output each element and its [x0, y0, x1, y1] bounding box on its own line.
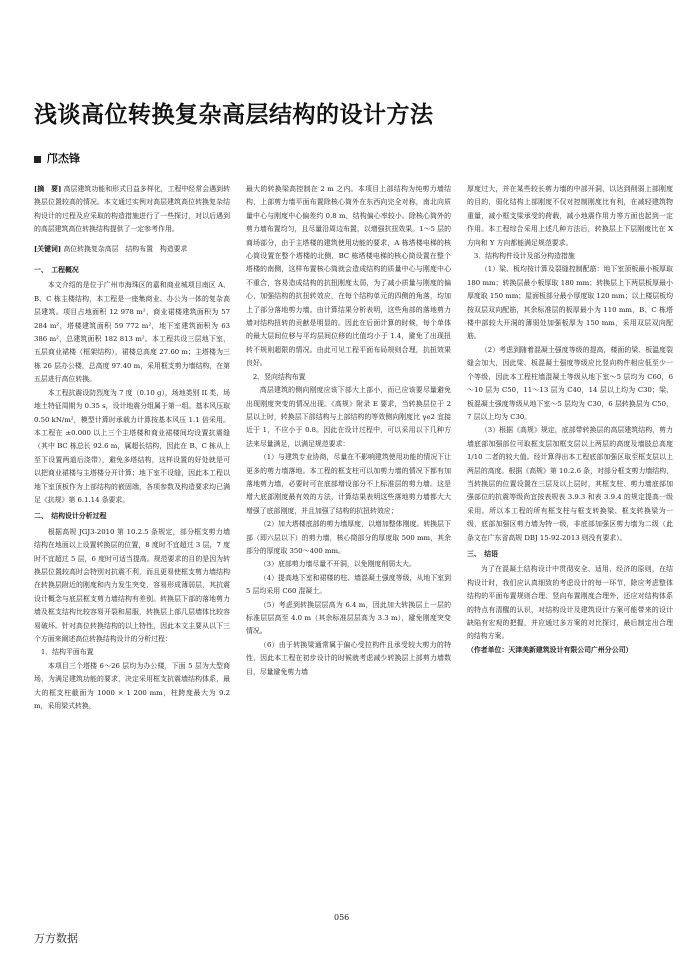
paragraph: 最大的转换梁高控制在 2 m 之内。本项目上部结构为纯剪力墙结构，上部剪力墙平面布置除核心筒外在东西向完全对称，南北向质量中心与刚度中心偏差约 0.8 m，结构偏心率较小。除核心筒外的剪力墙布置均匀，且尽量沿周边布置，以增强抗扭效果。1～5 层的商场部分，由于主塔楼的建筑使用功能的要求，A 栋塔楼电梯的核心筒设置在整个塔楼的北侧，BC 栋塔楼电梯的核心筒设置在整个塔楼的南侧，这样布置核心筒就会造成结构的质量中心与刚度中心不重合，容易造成结构的抗扭刚度太弱，为了减小质量与刚度的偏心，加强结构的抗扭转效应，在每个结构单元的四侧的角落，均加上了部分落地剪力墙。由计算结果分析表明，这些角部的落地剪力墙对结构扭转的贡献是明显的。因此在后面计算的时候，每个单体的最大层间位移与平均层间位移的比值均小于 1.4，避免了出现扭转不规则超限的情况。由此可见工程平面布局规则合理，抗扭效果良好。 — [246, 185, 451, 368]
paragraph: （3）底部剪力墙尽量不开洞，以免刚度削弱太大。 — [259, 560, 416, 569]
paragraph: （1）梁、板均按计算及裂缝控制配筋：地下室顶板最小板厚取 180 mm；转换层最小板厚取 180 mm；转换层上下两层板厚最小厚度取 150 mm；屋面板部分最小厚度取 120 mm；以上楼层板均按双层双向配筋，其余标准层的板厚最小为 110 mm，B、C 栋塔楼中部较大开洞的薄弱处加强板厚为 150 mm，采用双层双向配筋。 — [467, 265, 673, 341]
abstract-text: 高层建筑功能和形式日益多样化，工程中经常会遇到转换层位置较高的情况。本文通过实例对高层建筑高位转换复杂结构设计的过程及应采取的构造措施进行了一些探讨，对以后遇到的高层建筑高位转换结构提供了一定参考作用。 — [34, 185, 230, 234]
paragraph: （2）考虑到随着混凝土强度等级的提高，楼面的梁、板温度裂缝会加大，因此梁、板混凝土强度等级应比竖向构件相应低至少一个等级，因此本工程柱墙混凝土等级从地下室～5 层均为 C60，6～10 层为 C50，11～13 层为 C40，14 层以上均为 C30；梁、板混凝土强度等级从地下室～5 层均为 C30，6 层转换层为 C50，7 层以上均为 C30。 — [467, 345, 673, 421]
subsection-heading: 2．竖向结构布置 — [252, 372, 306, 381]
column-2 — [246, 183, 451, 679]
square-bullet-icon — [34, 156, 41, 163]
paragraph: 本工程抗震设防烈度为 7 度（0.10 g），场地类别 II 类，场地土特征周期为 0.35 s，设计地震分组属于第一组。基本风压取 0.50 kN/m²，模型计算时承载力计算按基本风压 1.1 倍采用。本工程在 ±0.000 以上三个主塔楼和商业裙楼间均设置抗震缝（其中 BC 栋总长 92.6 m，属超长结构，因此在 B、C 栋从上至下设置两道后浇带），避免多塔结构，这样设置的好处就是可以把商业裙楼与主塔楼分开计算；地下室不设缝，因此本工程以地下室顶板作为上部结构的嵌固端，各项参数及构造要求均已满足《抗规》第 6.1.14 条要求。 — [34, 388, 230, 504]
column-1 — [34, 183, 230, 713]
paragraph: （6）由于转换梁通常属于偏心受拉构件且承受较大剪力的特性，因此本工程在初步设计的时候就考虑减少转换层上部剪力墙数目，尽量避免剪力墙 — [246, 640, 451, 676]
column-3 — [467, 183, 673, 657]
paragraph: 本项目三个塔楼 6～26 层均为办公楼，下面 5 层为大型商场，为满足建筑功能的要求，决定采用框支抗震墙结构体系，最大的框支柱截面为 1000 × 1 200 mm，柱跨度最大为 9.2 m，采用梁式转换， — [34, 661, 230, 711]
column-1-body — [34, 264, 230, 713]
author-line — [34, 150, 80, 166]
page-number: 056 — [334, 913, 350, 922]
keywords — [34, 243, 230, 256]
paragraph: 根据高规 JGJ3-2010 第 10.2.5 条规定，部分框支剪力墙结构在地面以上设置转换层的位置，8 度时不宜超过 3 层，7 度时不宜超过 5 层，6 度时可适当提高。规范要求的目的是因为转换层位置较高时会特别对抗震不利，而且更易使框支剪力墙结构在转换层附近的刚度和内力发生突变，容易形成薄弱层，其抗震设计概念与底层框支剪力墙结构有差别。转换层下部的落地剪力墙及框支结构比较容易开裂和屈服，转换层上部几层墙体比较容易破坏。针对高位转换结构的以上特性，因此本文主要从以下三个方面来阐述高位转换结构设计的分析过程： — [34, 527, 230, 643]
paragraph: 为了在混凝土结构设计中贯彻安全、适用、经济的原则，在结构设计时，我们应认真细致的考虑设计的每一环节，除应考虑整体结构的平面布置规则合理、竖向布置刚度合理外，还应对结构体系的特点有清醒的认识，对结构设计及建筑设计方案可能带来的设计缺陷有宏观的把握，并应通过多方案的对比探讨，最后制定出合理的结构方案。 — [467, 565, 673, 641]
article-title: 浅谈高位转换复杂高层结构的设计方法 — [34, 102, 434, 128]
paragraph: （5）考虑到转换层层高为 6.4 m，因此加大转换层上一层的标准层层高至 4.0 m（其余标准层层高为 3.3 m），避免刚度突变情况。 — [246, 600, 451, 636]
keywords-label: [关键词] — [34, 244, 62, 253]
paragraph: 本文介绍的是位于广州市海珠区的嘉和商业城项目南区 A、B、C 栋主楼结构，本工程是一座集商业、办公为一体的复杂高层建筑。项目占地面积 12 978 m²，商业裙楼建筑面积为 57 284 m²，塔楼建筑面积 59 772 m²，地下室建筑面积为 63 386 m²，总建筑面积 182 813 m²。本工程共设三层地下室，五层商业裙楼（框架结构），裙楼总高度 27.60 m；主塔楼为三栋 26 层办公楼，总高度 97.40 m，采用框支剪力墙结构，在第五层进行高位转换。 — [34, 281, 230, 384]
subsection-heading: 1．结构平面布置 — [40, 648, 94, 657]
paragraph: （4）提高地下室和裙楼的柱、墙混凝土强度等级，从地下室到 5 层均采用 C60 混凝土。 — [246, 573, 451, 596]
section-heading: 二、 结构设计分析过程 — [34, 512, 107, 521]
paragraph: （1）与建筑专业协商，尽量在不影响建筑使用功能的情况下让更多的剪力墙落地。本工程的框支柱可以加剪力墙的情况下都有加落地剪力墙，必要时可在底部增设部分不上标准层的剪力墙。这是增大底部刚度最有效的方法，计算结果表明这些落地剪力墙都大大增强了底部刚度，并且加强了结构的抗扭转效应； — [246, 453, 451, 515]
paragraph: 厚度过大，并在某些较长剪力墙的中部开洞，以达到削弱上部刚度的目的，弱化结构上部刚度不仅对控制刚度比有利，在减轻建筑物重量，减小框支梁承受的荷载，减小地震作用力等方面也起到一定作用。本工程综合采用上述几种方法后，转换层上下层刚度比在 X 方向和 Y 方向都能满足规范要求。 — [467, 185, 673, 247]
section-heading: 三、 结语 — [467, 549, 499, 558]
footer-watermark: 万方数据 — [34, 932, 78, 945]
paragraph: （作者单位：天津美新建筑设计有限公司广州分公司） — [467, 645, 633, 654]
abstract — [34, 183, 230, 237]
keywords-text: 高位转换复杂高层 结构布置 构造要求 — [63, 244, 188, 253]
paragraph: （2）加大塔楼底部的剪力墙厚度，以增加整体刚度。转换层下部（即六层以下）的剪力墙，核心筒部分的厚度取 500 mm，其余部分的厚度取 350～400 mm。 — [246, 520, 451, 555]
subsection-heading: 3．结构构件设计及部分构造措施 — [473, 252, 575, 261]
section-heading: 一、 工程概况 — [34, 266, 79, 275]
author-name: 邝杰锋 — [47, 152, 80, 165]
abstract-label: [摘 要] — [34, 185, 62, 193]
paragraph: 高层建筑的侧向刚度应该下部大上部小，而已应该要尽量避免出现刚度突变的情况出现。《高规》附录 E 要求，当转换层位于 2 层以上时，转换层下部结构与上部结构的等效侧向刚度比 γe2 宜接近于 1，不应小于 0.8。因此在设计过程中，可以采用以下几种方法来尽量满足，以满足规范要求： — [246, 386, 451, 448]
paragraph: （3）根据《高规》规定，底部带转换层的高层建筑结构，剪力墙底部加强部位可取框支层加框支层以上两层的高度及墙肢总高度 1/10 二者的较大值。经计算得出本工程底部加强区取至框支层以上两层的高度。根据《高规》第 10.2.6 条，对部分框支剪力墙结构，当转换层的位置设置在三层及以上层时，其框支柱、剪力墙底部加强部位的抗震等级尚宜按表规表 3.9.3 和表 3.9.4 的规定提高一级采用。所以本工程的所有框支柱与框支转换梁、框支转换梁为一级，底部加强区剪力墙为特一级，非底部加强区剪力墙为二级（此条文在广东省高规 DBJ 15-92-2013 则没有要求）。 — [467, 426, 673, 542]
